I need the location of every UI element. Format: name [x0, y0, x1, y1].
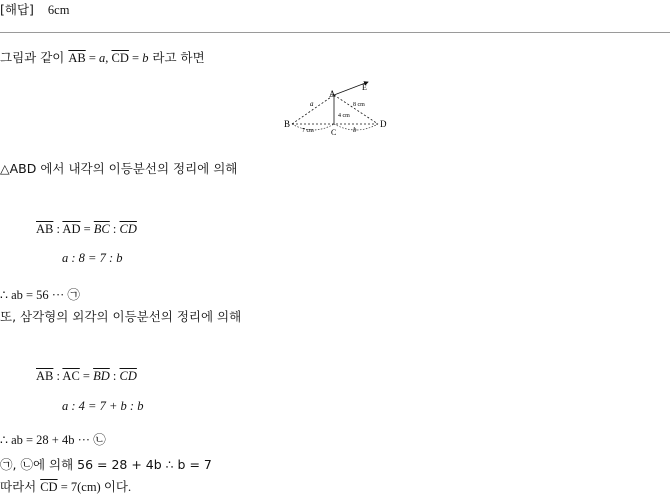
segment-cd: $\overline{CD}$: [40, 480, 58, 494]
vertex-d-label: D: [380, 119, 387, 129]
equals-sign: =: [85, 51, 100, 65]
step1-ratio: [36, 221, 137, 237]
intro-line: [0, 50, 205, 66]
step2-ratio: [36, 368, 137, 384]
answer-value: 6cm: [47, 3, 70, 17]
segment-ad: $\overline{AD}$: [62, 222, 81, 236]
vertex-b-label: B: [284, 119, 291, 129]
length-ad-label: 8 cm: [353, 102, 365, 108]
segment-ab: $\overline{AB}$: [68, 51, 86, 65]
step2-intro: 또, 삼각형의 외각의 이등분선의 정리에 의해: [0, 309, 242, 324]
segment-ad: [334, 95, 378, 124]
segment-ab: $\overline{AB}$: [36, 369, 54, 383]
step2-therefore: ∴ ab = 28 + 4b ··· ㉡: [0, 433, 106, 447]
colon: :: [53, 369, 63, 383]
divider: [0, 32, 670, 33]
segment-ab: $\overline{AB}$: [36, 222, 54, 236]
vertex-a-label: A: [329, 89, 336, 99]
colon: :: [53, 222, 63, 236]
step2-equation: a : 4 = 7 + b : b: [62, 399, 144, 413]
colon: :: [109, 222, 120, 236]
step1-intro: △ABD 에서 내각의 이등분선의 정리에 의해: [0, 161, 238, 176]
comma: ,: [105, 51, 112, 65]
length-ac-label: 4 cm: [338, 113, 350, 119]
var-a: a: [99, 51, 106, 65]
equals-sign: =: [128, 51, 143, 65]
vertex-c-label: C: [331, 128, 337, 137]
segment-cd: $\overline{CD}$: [119, 222, 137, 236]
conclusion-line: [0, 479, 131, 495]
step1-therefore: ∴ ab = 56 ··· ㉠: [0, 288, 80, 302]
answer-bracket: [해답]: [0, 2, 34, 17]
length-b-label: b: [353, 126, 357, 134]
combine-line: ㉠, ㉡에 의해 56 = 28 + 4b ∴ b = 7: [0, 457, 212, 472]
colon: :: [109, 369, 120, 383]
step1-equation: a : 8 = 7 : b: [62, 251, 123, 265]
segment-ac: $\overline{AC}$: [62, 369, 80, 383]
length-a-label: a: [310, 100, 314, 108]
equals-sign: =: [80, 222, 94, 236]
length-bc-label: 7 cm: [302, 128, 314, 134]
answer-line: [0, 2, 69, 18]
conclusion-suffix: = 7(cm) 이다.: [57, 480, 132, 494]
segment-bc: $\overline{BC}$: [93, 222, 110, 236]
segment-bd: $\overline{BD}$: [93, 369, 110, 383]
var-b: b: [142, 51, 149, 65]
segment-cd: $\overline{CD}$: [111, 51, 129, 65]
intro-suffix: 라고 하면: [148, 50, 205, 65]
equals-sign: =: [79, 369, 94, 383]
conclusion-prefix: 따라서: [0, 479, 41, 494]
segment-cd: $\overline{CD}$: [119, 369, 137, 383]
vertex-e-label: E: [362, 83, 367, 92]
triangle-figure: [282, 78, 392, 140]
intro-prefix: 그림과 같이: [0, 50, 69, 65]
